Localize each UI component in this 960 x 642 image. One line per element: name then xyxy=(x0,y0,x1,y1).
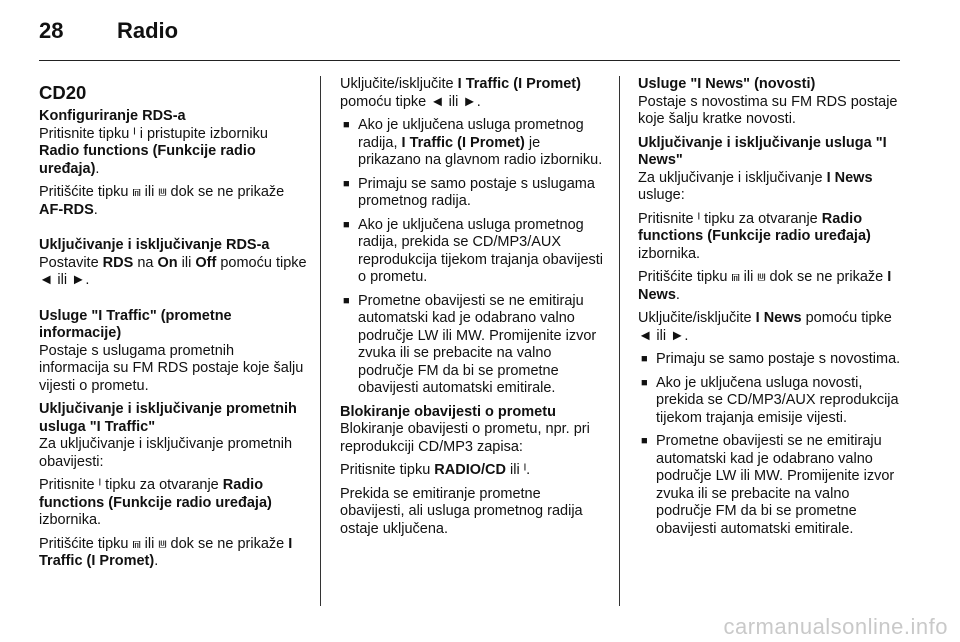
subheading-rds-onoff: Uključivanje i isključivanje RDS-a xyxy=(39,237,270,253)
subheading-traffic-block: Blokiranje obavijesti o prometu xyxy=(340,403,556,420)
subheading-rds-config: Konfiguriranje RDS-a xyxy=(39,108,186,124)
paragraph: Pritisnite ᴵ tipku za otvaranje Radio functions (Funkcije radio uređaja) izbornika. xyxy=(638,210,871,262)
paragraph: Postaje s novostima su FM RDS postaje koje šalju kratke novosti. xyxy=(638,93,898,127)
watermark: carmanualsonline.info xyxy=(723,614,948,639)
column-divider xyxy=(619,76,620,606)
list-item: ■ Prometne obavijesti se ne emitiraju automatski kad je odabrano valno područje LW ili MW. Promijenite izvor zvuka ili se prebacite na valno područje FM da bi se prometne obavijesti automatski emitirale. xyxy=(638,433,904,538)
header-rule xyxy=(39,60,900,61)
section-heading: CD20 xyxy=(39,82,87,103)
list-item: ■ Prometne obavijesti se ne emitiraju automatski kad je odabrano valno područje LW ili MW. Promijenite izvor zvuka ili se prebacite na valno područje FM da bi se prometne obavijesti automatski emitirale. xyxy=(340,293,606,398)
column-divider xyxy=(320,76,321,606)
paragraph: Postavite RDS na On ili Off pomoću tipke ◄ ili ►. xyxy=(39,254,307,288)
paragraph: Za uključivanje i isključivanje I News usluge: xyxy=(638,169,873,203)
radio-key-icon: ᴵ xyxy=(98,477,102,493)
column-2 xyxy=(340,76,606,544)
column-3 xyxy=(638,76,904,544)
radio-key-icon: ᴵ xyxy=(133,125,136,142)
subheading-traffic-onoff: Uključivanje i isključivanje prometnih usluga "I Traffic" xyxy=(39,401,297,435)
list-item: ■ Ako je uključena usluga novosti, prekida se CD/MP3/AUX reprodukcija tijekom trajanja emisije vijesti. xyxy=(638,375,904,428)
paragraph: Pritišćite tipku ⩎ ili ⩏ dok se ne prikaže I Traffic (I Promet). xyxy=(39,535,293,569)
page-number: 28 xyxy=(39,18,64,43)
paragraph: Pritisnite tipku ᴵ i pristupite izborniku Radio functions (Funkcije radio uređaja). xyxy=(39,125,268,177)
page-title: Radio xyxy=(117,18,179,43)
paragraph: Blokiranje obavijesti o prometu, npr. pri reprodukciji CD/MP3 zapisa: xyxy=(340,421,590,455)
bullet-list xyxy=(340,117,606,398)
subheading-news: Usluge "I News" (novosti) xyxy=(638,76,816,92)
paragraph: Za uključivanje i isključivanje prometnih obavijesti: xyxy=(39,436,293,470)
list-item: ■ Primaju se samo postaje s uslugama prometnog radija. xyxy=(340,176,606,211)
paragraph: Pritisnite tipku RADIO/CD ili ᴵ. xyxy=(340,462,531,478)
list-item: ■ Ako je uključena usluga prometnog radija, prekida se CD/MP3/AUX reprodukcija tijekom trajanja obavijesti o prometu. xyxy=(340,217,606,287)
paragraph: Pritisnite ᴵ tipku za otvaranje Radio functions (Funkcije radio uređaja) izbornika. xyxy=(39,477,272,528)
paragraph: Postaje s uslugama prometnih informacija su FM RDS postaje koje šalju vijesti o prometu. xyxy=(39,342,304,394)
paragraph: Prekida se emitiranje prometne obavijesti, ali usluga prometnog radija ostaje uključena. xyxy=(340,485,583,537)
paragraph: Pritišćite tipku ⩎ ili ⩏ dok se ne prikaže I News. xyxy=(638,269,892,303)
list-item: ■ Ako je uključena usluga prometnog radija, I Traffic (I Promet) je prikazano na glavnom radio izborniku. xyxy=(340,117,606,170)
column-1 xyxy=(39,76,307,577)
paragraph: Uključite/isključite I News pomoću tipke ◄ ili ►. xyxy=(638,310,892,344)
radio-key-icon: ᴵ xyxy=(697,210,701,227)
subheading-news-onoff: Uključivanje i isključivanje usluga "I News" xyxy=(638,134,887,168)
paragraph: Uključite/isključite I Traffic (I Promet) pomoću tipke ◄ ili ►. xyxy=(340,76,581,110)
paragraph: Pritišćite tipku ⩎ ili ⩏ dok se ne prikaže AF-RDS. xyxy=(39,184,285,218)
list-item: ■ Primaju se samo postaje s novostima. xyxy=(638,351,904,369)
subheading-traffic: Usluge "I Traffic" (prometne informacije) xyxy=(39,307,232,341)
bullet-list xyxy=(638,351,904,538)
